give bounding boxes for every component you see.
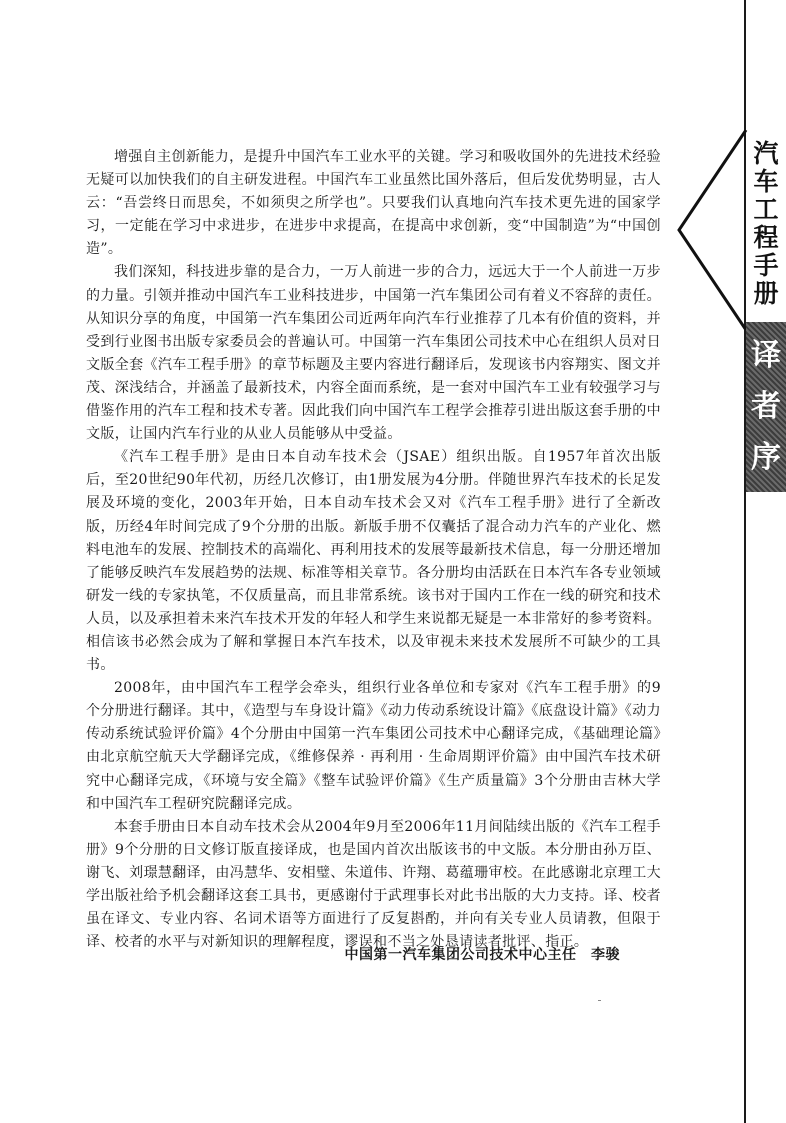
chevron-left-icon	[676, 130, 748, 330]
preface-paragraph-2: 我们深知，科技进步靠的是合力，一万人前进一步的合力，远远大于一个人前进一万步的力量。引领并推动中国汽车工业科技进步，中国第一汽车集团公司有着义不容辞的责任。从知识分享的角度，中国第一汽车集团公司近两年向汽车行业推荐了几本有价值的资料，并受到行业图书出版专家委员会的普遍认可。中国第一汽车集团公司技术中心在组织人员对日文版全套《汽车工程手册》的章节标题及主要内容进行翻译后，发现该书内容翔实、图文并茂、深浅结合，并涵盖了最新技术，内容全面而系统，是一套对中国汽车工业有较强学习与借鉴作用的汽车工程和技术专著。因此我们向中国汽车工程学会推荐引进出版这套手册的中文版，让国内汽车行业的从业人员能够从中受益。	[86, 264, 661, 443]
preface-body	[86, 146, 661, 954]
preface-paragraph-4: 2008年，由中国汽车工程学会牵头，组织行业各单位和专家对《汽车工程手册》的9个分册进行翻译。其中，《造型与车身设计篇》《动力传动系统设计篇》《底盘设计篇》《动力传动系统试验评价篇》4个分册由中国第一汽车集团公司技术中心翻译完成，《基础理论篇》由北京航空航天大学翻译完成，《维修保养 · 再利用 · 生命周期评价篇》由中国汽车技术研究中心翻译完成，《环境与安全篇》《整车试验评价篇》《生产质量篇》3个分册由吉林大学和中国汽车工程研究院翻译完成。	[86, 680, 661, 812]
book-title-vertical: 汽车工程手册	[753, 139, 779, 308]
preface-signature: 中国第一汽车集团公司技术中心主任 李骏	[344, 947, 620, 963]
scan-speck	[598, 1000, 601, 1001]
preface-paragraph-1: 增强自主创新能力，是提升中国汽车工业水平的关键。学习和吸收国外的先进技术经验无疑可以加快我们的自主研发进程。中国汽车工业虽然比国外落后，但后发优势明显，古人云：“吾尝终日而思矣，不如须臾之所学也”。只要我们认真地向汽车技术更先进的国家学习，一定能在学习中求进步，在进步中求提高，在提高中求创新，变“中国制造”为“中国创造”。	[86, 149, 661, 258]
preface-paragraph-3: 《汽车工程手册》是由日本自动车技术会（JSAE）组织出版。自1957年首次出版后，至20世纪90年代初，历经几次修订，由1册发展为4分册。伴随世界汽车技术的长足发展及环境的变化，2003年开始，日本自动车技术会又对《汽车工程手册》进行了全新改版，历经4年时间完成了9个分册的出版。新版手册不仅囊括了混合动力汽车的产业化、燃料电池车的发展、控制技术的高端化、再利用技术的发展等最新技术信息，每一分册还增加了能够反映汽车发展趋势的法规、标准等相关章节。各分册均由活跃在日本汽车各专业领域研发一线的专家执笔，不仅质量高，而且非常系统。该书对于国内工作在一线的研究和技术人员，以及承担着未来汽车技术开发的年轻人和学生来说都无疑是一本非常好的参考资料。相信该书必然会成为了解和掌握日本汽车技术，以及审视未来技术发展所不可缺少的工具书。	[86, 449, 661, 674]
preface-paragraph-5: 本套手册由日本自动车技术会从2004年9月至2006年11月间陆续出版的《汽车工程手册》9个分册的日文修订版直接译成，也是国内首次出版该书的中文版。本分册由孙万臣、谢飞、刘璟慧翻译，由冯慧华、安相璧、朱道伟、许翔、葛蕴珊审校。在此感谢北京理工大学出版社给予机会翻译这套工具书，更感谢付于武理事长对此书出版的大力支持。译、校者虽在译文、专业内容、名词术语等方面进行了反复斟酌，并向有关专业人员请教，但限于译、校者的水平与对新知识的理解程度，谬误和不当之处恳请读者批评、指正。	[86, 818, 661, 951]
section-title-vertical: 译者序	[751, 338, 781, 475]
